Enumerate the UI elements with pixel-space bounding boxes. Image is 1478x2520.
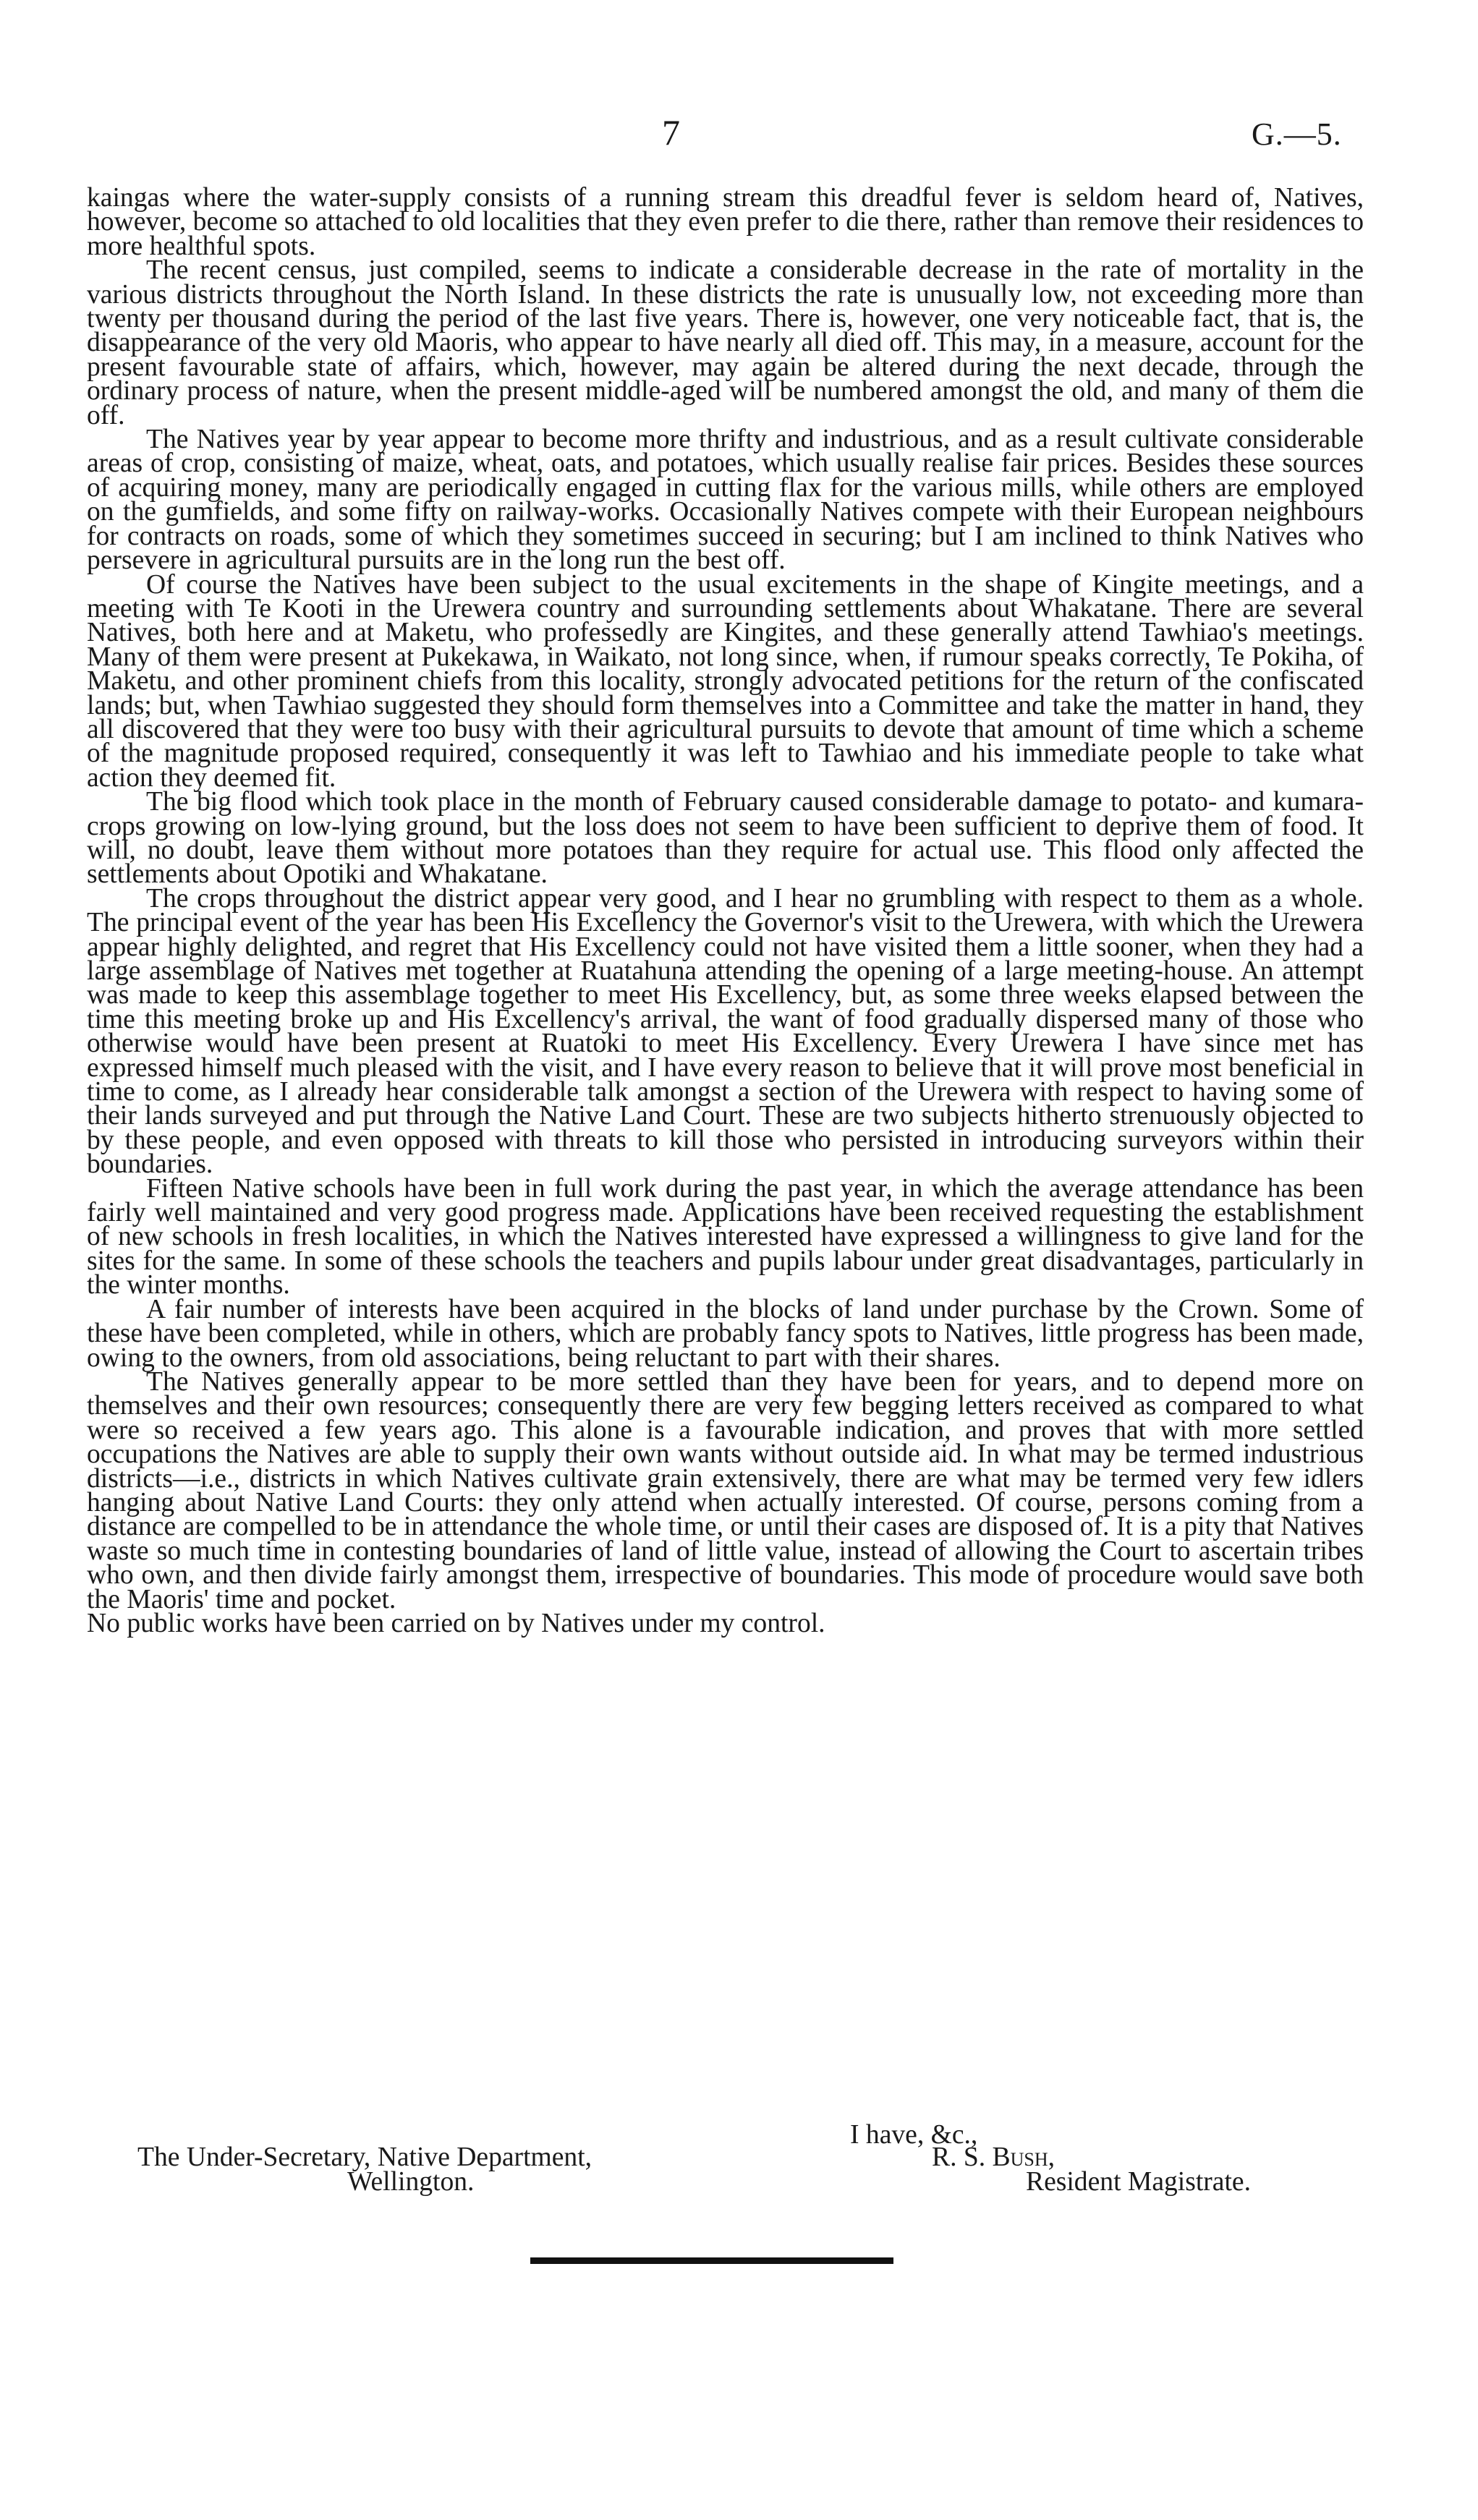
paragraph: Of course the Natives have been subject to the usual excitements in the shape of Kingite meetings, and a meeting with Te Kooti in the Urewera country and surrounding settlements about Whakatane. There are several Natives, both here and at Maketu, who professedly are Kingites, and these generally attend Tawhiao's meetings. Many of them were present at Pukekawa, in Waikato, not long since, when, if rumour speaks correctly, Te Pokiha, of Maketu, and other prominent chiefs from this locality, strongly advocated petitions for the return of the confiscated lands; but, when Tawhiao suggested they should form themselves into a Committee and take the matter in hand, they all discovered that they were too busy with their agricultural pursuits to devote that amount of time which a scheme of the magnitude proposed required, consequently it was left to Tawhiao and his immediate people to take what action they deemed fit.	[87, 569, 1364, 793]
paragraph: Fifteen Native schools have been in full work during the past year, in which the average attendance has been fairly well maintained and very good progress made. Applications have been received requesting the establishment of new schools in fresh localities, in which the Natives interested have expressed a willingness to give land for the sites for the same. In some of these schools the teachers and pupils labour under great disadvantages, particularly in the winter months.	[87, 1173, 1364, 1301]
paragraph: The recent census, just compiled, seems to indicate a considerable decrease in the rate of mortality in the various districts throughout the North Island. In these districts the rate is unusually low, not exceeding more than twenty per thousand during the period of the last five years. There is, however, one very noticeable fact, that is, the disappearance of the very old Maoris, who appear to have nearly all died off. This may, in a measure, account for the present favourable state of affairs, which, however, may again be altered during the next decade, through the ordinary process of nature, when the present middle-aged will be numbered amongst the old, and many of them die off.	[87, 255, 1364, 430]
paragraph: kaingas where the water-supply consists of a running stream this dreadful fever is seldom heard of, Natives, however, become so attached to old localities that they even prefer to die there, rather than remove their residences to more healthful spots.	[87, 183, 1364, 261]
document-reference: G.—5.	[1252, 116, 1342, 152]
addressee	[137, 2142, 593, 2197]
end-rule	[530, 2257, 893, 2264]
paragraph: The crops throughout the district appear very good, and I hear no grumbling with respect to them as a whole. The principal event of the year has been His Excellency the Governor's visit to the Urewera, with which the Urewera appear highly delighted, and regret that His Excellency could not have visited them a little sooner, when they had a large assemblage of Natives met together at Ruatahuna attending the opening of a large meeting-house. An attempt was made to keep this assemblage together to meet His Excellency, but, as some three weeks elapsed between the time this meeting broke up and His Excellency's arrival, the want of food gradually dispersed many of those who otherwise would have been present at Ruatoki to meet His Excellency. Every Urewera I have since met has expressed himself much pleased with the visit, and I have every reason to believe that it will prove most beneficial in time to come, as I already hear considerable talk amongst a section of the Urewera with respect to having some of their lands surveyed and put through the Native Land Court. These are two subjects hitherto strenuously objected to by these people, and even opposed with threats to kill those who persisted in introducing surveyors within their boundaries.	[87, 883, 1364, 1180]
paragraph: The Natives year by year appear to become more thrifty and industrious, and as a result cultivate considerable areas of crop, consisting of maize, wheat, oats, and potatoes, which usually realise fair prices. Besides these sources of acquiring money, many are periodically engaged in cutting flax for the various mills, while others are employed on the gumfields, and some fifty on railway-works. Occasionally Natives compete with their European neighbours for contracts on roads, some of which they sometimes succeed in securing; but I am inclined to think Natives who persevere in agricultural pursuits are in the long run the best off.	[87, 425, 1364, 576]
paragraph: A fair number of interests have been acquired in the blocks of land under purchase by the Crown. Some of these have been completed, while in others, which are probably fancy spots to Natives, little progress has been made, owing to the owners, from old associations, being reluctant to part with their shares.	[87, 1294, 1364, 1373]
paragraph: No public works have been carried on by Natives under my control.	[87, 1608, 825, 1638]
addressee-city: Wellington.	[347, 2167, 475, 2197]
page-number: 7	[662, 112, 680, 153]
signatory-title: Resident Magistrate.	[1026, 2167, 1251, 2197]
body-text	[87, 183, 1364, 1638]
signatory-name: R. S. Bush,	[932, 2142, 1056, 2172]
closing-salutation: I have, &c.,	[850, 2120, 978, 2150]
paragraph: The big flood which took place in the month of February caused considerable damage to potato- and kumara-crops growing on low-lying ground, but the loss does not seem to have been sufficient to deprive them of food. It will, no doubt, leave them without more potatoes than they require for actual use. This flood only affected the settlements about Opotiki and Whakatane.	[87, 787, 1364, 890]
paragraph: The Natives generally appear to be more settled than they have been for years, and to depend more on themselves and their own resources; consequently there are very few begging letters received as compared to what were so received a few years ago. This alone is a favourable indication, and proves that with more settled occupations the Natives are able to supply their own wants without outside aid. In what may be termed industrious districts—i.e., districts in which Natives cultivate grain extensively, there are what may be termed very few idlers hanging about Native Land Courts: they only attend when actually interested. Of course, persons coming from a distance are compelled to be in attendance the whole time, or until their cases are disposed of. It is a pity that Natives waste so much time in contesting boundaries of land of little value, instead of allowing the Court to ascertain tribes who own, and then divide fairly amongst them, irrespective of boundaries. This mode of procedure would save both the Maoris' time and pocket.	[87, 1366, 1364, 1614]
addressee-line: The Under-Secretary, Native Department,	[137, 2142, 593, 2172]
signature-block	[932, 2142, 1251, 2197]
